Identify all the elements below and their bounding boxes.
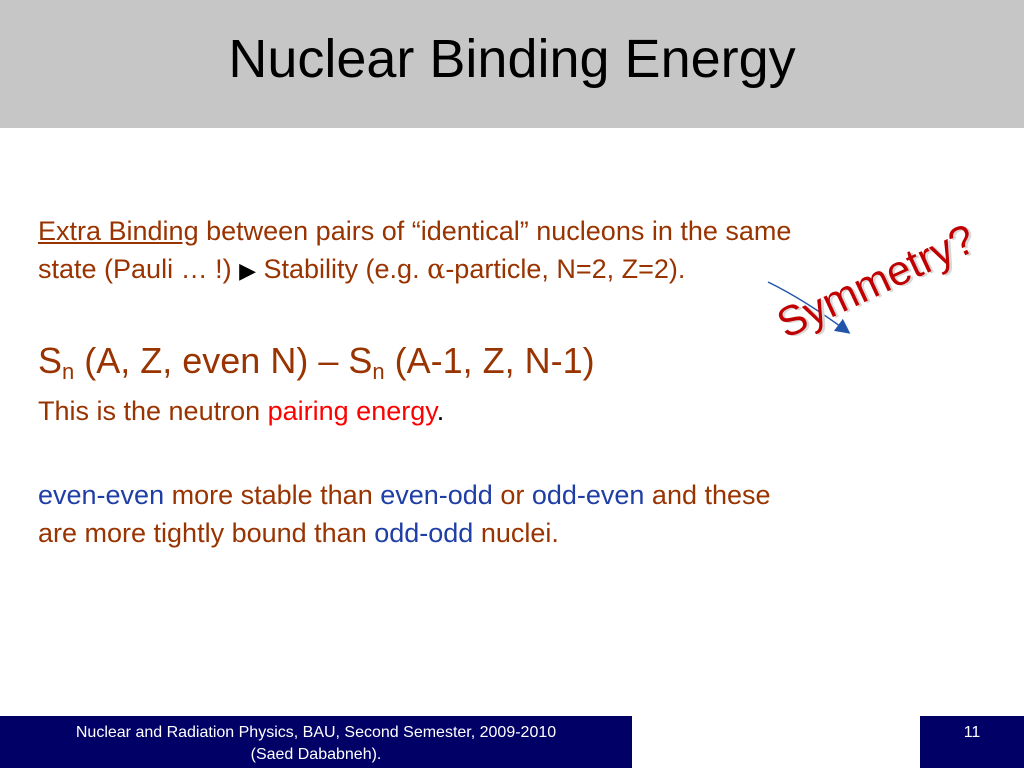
footer-course-info bbox=[0, 716, 632, 768]
separation-energy-formula bbox=[38, 340, 595, 385]
para1-line2c: -particle, N=2, Z=2). bbox=[445, 254, 686, 284]
formula-end: (A-1, Z, N-1) bbox=[384, 340, 595, 381]
formula-sub2: n bbox=[372, 359, 385, 384]
formula-sub1: n bbox=[62, 359, 75, 384]
footer-line2: (Saed Dababneh). bbox=[250, 746, 382, 763]
stability-t5: nuclei. bbox=[473, 518, 559, 548]
slide-number: 11 bbox=[920, 716, 1024, 768]
triangle-arrow-icon: ▶ bbox=[239, 258, 256, 283]
odd-even-term: odd-even bbox=[531, 480, 645, 510]
stability-paragraph bbox=[38, 476, 1008, 552]
para1-line2b: Stability (e.g. bbox=[256, 254, 428, 284]
extra-binding-link: Extra Binding bbox=[38, 216, 199, 246]
symmetry-annotation: Symmetry? bbox=[769, 214, 983, 348]
stability-t3: and these bbox=[644, 480, 771, 510]
footer-line1: Nuclear and Radiation Physics, BAU, Second Semester, 2009-2010 bbox=[75, 724, 557, 741]
pairing-text: This is the neutron bbox=[38, 396, 268, 426]
formula-mid: (A, Z, even N) – S bbox=[74, 340, 373, 381]
para1-text: between pairs of “identical” nucleons in the same bbox=[198, 216, 792, 246]
pairing-period: . bbox=[436, 396, 445, 426]
even-even-term: even-even bbox=[38, 480, 165, 510]
alpha-symbol: α bbox=[427, 254, 446, 285]
para1-line2a: state (Pauli … !) bbox=[38, 254, 240, 284]
pairing-highlight: pairing energy bbox=[267, 396, 437, 426]
pairing-energy-line bbox=[38, 392, 1008, 430]
even-odd-term: even-odd bbox=[380, 480, 493, 510]
formula-s1: S bbox=[38, 340, 63, 381]
odd-odd-term: odd-odd bbox=[374, 518, 474, 548]
stability-t1: more stable than bbox=[164, 480, 381, 510]
slide-title: Nuclear Binding Energy bbox=[228, 29, 796, 89]
stability-t2: or bbox=[492, 480, 532, 510]
stability-t4: are more tightly bound than bbox=[38, 518, 375, 548]
